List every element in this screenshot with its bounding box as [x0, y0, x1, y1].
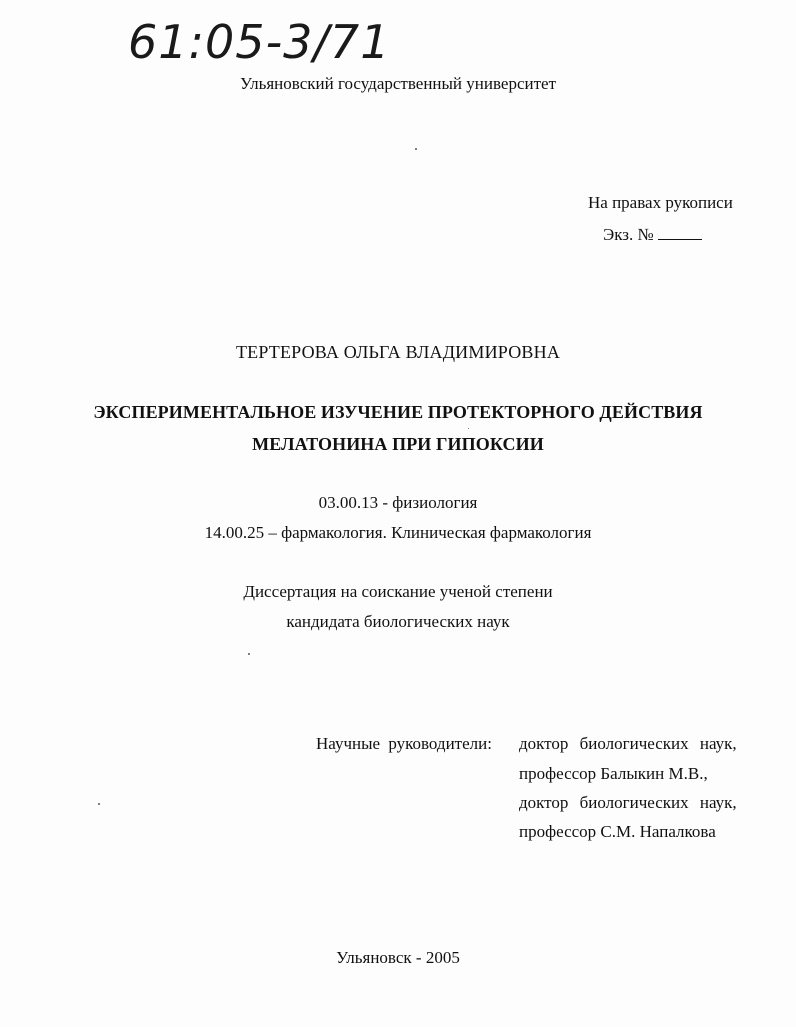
specialty-physiology: 03.00.13 - физиология — [318, 493, 478, 512]
copy-number-label: Экз. № — [603, 225, 654, 244]
specialty-pharmacology: 14.00.25 – фармакология. Клиническая фармакология — [204, 523, 592, 542]
supervisors-label: Научные руководители: — [316, 734, 492, 753]
handwritten-archive-number — [128, 8, 398, 70]
scan-speck — [98, 803, 100, 805]
copy-number — [603, 225, 702, 245]
scan-speck — [468, 428, 469, 429]
supervisor-degree-1: доктор биологических наук, — [519, 734, 737, 753]
degree-statement-line-1: Диссертация на соискание ученой степени — [243, 582, 553, 601]
rights-note: На правах рукописи — [588, 193, 733, 212]
scan-speck — [248, 653, 250, 655]
handwritten-mark-drawing — [128, 8, 398, 70]
scan-speck — [415, 148, 417, 150]
city-year: Ульяновск - 2005 — [336, 948, 460, 967]
handwritten-mark-text: 61:05-3/71 — [128, 15, 391, 69]
degree-statement-line-2: кандидата биологических наук — [286, 612, 510, 631]
author-name: ТЕРТЕРОВА ОЛЬГА ВЛАДИМИРОВНА — [235, 342, 561, 362]
supervisor-degree-2: доктор биологических наук, — [519, 793, 737, 812]
copy-number-blank — [658, 225, 702, 240]
university-name: Ульяновский государственный университет — [240, 74, 556, 93]
thesis-title-line-2: МЕЛАТОНИНА ПРИ ГИПОКСИИ — [252, 434, 544, 454]
thesis-title-line-1: ЭКСПЕРИМЕНТАЛЬНОЕ ИЗУЧЕНИЕ ПРОТЕКТОРНОГО ДЕЙСТВИЯ — [93, 402, 703, 422]
supervisor-name-1: профессор Балыкин М.В., — [519, 764, 708, 783]
supervisor-name-2: профессор С.М. Напалкова — [519, 822, 716, 841]
